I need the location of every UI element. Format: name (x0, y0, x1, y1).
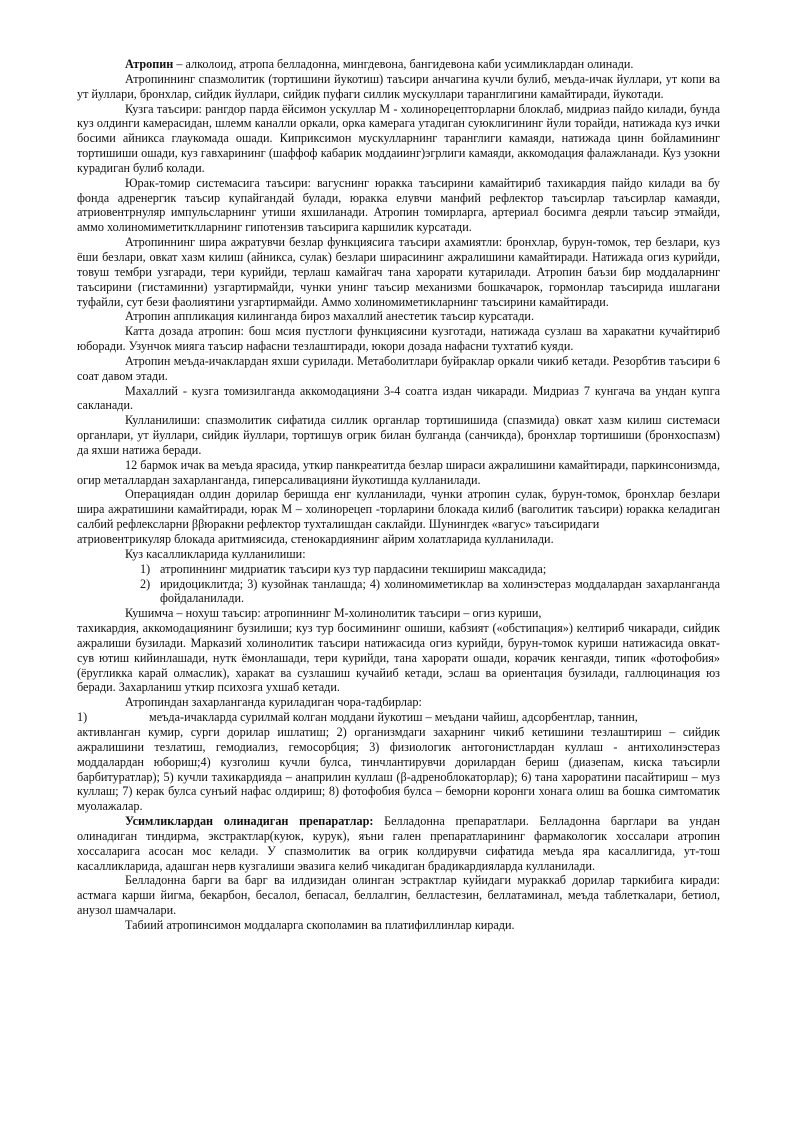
document-page (77, 57, 720, 933)
paragraph-absorption: Атропин меъда-ичаклардан яхши сурилади. Метаболитлари буйраклар оркали чикиб кетади. Резорбтив таъсири 6 соат давом этади. (77, 353, 720, 383)
paragraph-local-anesthetic: Атропин аппликация килинганда бироз махаллий анестетик таъсир курсатади. (125, 309, 534, 324)
paragraph-eye-effect: Кузга таъсири: рангдор парда ёйсимон ускуллар М - холинорецепторларни блоклаб, мидриаз пайдо килади, бунда куз олдинги камерасидан, шлемм каналли оркали, орка камерага утадиган суюклигининг йули торайди, натижада куз ички босими айникса глаукомада ошади. Киприксимон мускулларнинг таранглиги камаяди, натижада цинн бойламининг тортишиши ошади, куз гавхарининг (шаффоф кабарик моддаиинг)эгрлиги камаяди, аккомодация фалажланади. Куз узокни курадиган булиб колади. (77, 101, 720, 175)
paragraph-glands: Атропиннинг шира ажратувчи безлар функциясига таъсири ахамиятли: бронхлар, бурун-томок, тер безлари, куз ёши безлари, овкат хазм килиш (айникса, сулак) безлари ширасининг ажралишини камайтиради. Натижада огиз курийди, товуш тембри узгаради, тери курийди, терлаш камайгач тана харорати кутарилади. Атропин баъзи бир моддаларнинг таъсирини (гистаминни) узгартирмайди, чунки унинг таъсир механизми бошкачарок, гормонлар таъсирида ишлагани туфайли, сут бези фаолиятини узгартирмайди. Аммо холиномиметикларнинг таъсирини камайтиради. (77, 235, 720, 309)
paragraph-plant-preparations: Усимликлардан олинадиган препаратлар: Белладонна препаратлари. Белладонна барглари ва ундан олинадиган тиндирма, экстрактлар(куюк, курук), яъни гален препаратларининг фармакологик хоссалари атропин хоссаларига асосан мос келади. У спазмолитик ва огрик колдирувчи сифатида меъда яра касаллигида, ут-тош касалликларида, адашган нерв кузгалиши эвазига келиб чикадиган брадикардияларда кулланилади. (77, 814, 720, 873)
paragraph-av-block: атриовентрикуляр блокада аритмиясида, стенокардиянинг айрим холатларида кулланилади. (77, 532, 554, 546)
paragraph-usage: Кулланилиши: спазмолитик сифатида силлик органлар тортишишида (спазмида) овкат хазм килиш системаси органлари, ут йуллари, сийдик йуллари, тортишув огрик билан булганда (санчикда), бронхлар тортишиши (бронхоспазм) да яхши натижа беради. (77, 413, 720, 457)
paragraph-spasmolytic: Атропиннинг спазмолитик (тортишини йукотиш) таъсири анчагина кучли булиб, меъда-ичак йуллари, ут копи ва ут йуллари, бронхлар, сийдик йуллари, сийдик пуфаги силлик мускуллари таранглигини камайтиради, йукотади. (77, 71, 720, 101)
paragraph-eye-diseases: Куз касалликларида кулланилиши: (125, 546, 306, 561)
term-plant-preparations: Усимликлардан олинадиган препаратлар: (125, 814, 374, 829)
eye-usage-list (77, 562, 720, 607)
term-atropine: Атропин (125, 57, 174, 71)
paragraph-natural-atropine: Табиий атропинсимон моддаларга скополамин ва платифиллинлар киради. (125, 917, 515, 932)
paragraph-poisoning-measures: Атропиндан захарланганда куриладиган чора-тадбирлар: (125, 695, 422, 710)
paragraph-ulcer: 12 бармок ичак ва меъда ярасида, уткир панкреатитда безлар шираси ажралишини камайтиради, паркинсонизмда, огир металлардан захарланганда, гиперсаливацияни йукотишда кулланилади. (77, 457, 720, 487)
list-item: 1) атропиннинг мидриатик таъсири куз тур пардасини текшириш максадида; (140, 561, 547, 576)
paragraph-premedication: Операциядан олдин дорилар беришда енг кулланилади, чунки атропин сулак, бурун-томок, бронхлар безлари шира ажратишини камайтиради, юрак М – холинорецеп -торларини блокада килиб (ваголитик таъсири) юракка келадиган салбий рефлексларни ββюракни рефлектор тухталишдан саклайди. Шунингдек «вагус» таъсиридаги (77, 487, 720, 532)
paragraph-belladonna-drugs: Белладонна барги ва барг ва илдизидан олинган эстрактлар куйидаги мураккаб дорилар таркибига киради: астмага карши йигма, бекарбон, бесалол, бепасал, беллалгин, белластезин, беллатаминал, меъда таблеткалари, бетиол, анузол шамчалари. (77, 873, 720, 918)
paragraph-high-dose: Катта дозада атропин: бош мсия пустлоги функциясини кузготади, натижада сузлаш ва харакатни кучайтириб юборади. Узунчок мияга таъсир нафасни тезлаштиради, юкори дозада нафасни тухтатиб куяди. (77, 324, 720, 354)
list-item: 2) иридоциклитда; 3) кузойнак танлашда; 4) холиномиметиклар ва холинэстераз моддалардан захарланганда фойдаланилади. (140, 576, 720, 606)
paragraph-atropine-intro: Атропин – алколоид, атропа белладонна, мингдевона, бангидевона каби усимликлардан олинади. (125, 57, 634, 71)
paragraph-measures-list: 1) меъда-ичакларда сурилмай колган моддани йукотиш – меъдани чайиш, адсорбентлар, таннин, активланган кумир, сурги дорилар ишлатиш; 2) организмдаги захарнинг чикиб кетишини тезлаштириш – сийдик ажралишини тезлатиш, гемодиализ, гемосорбция; 3) физиологик антогонистлардан куллаш - антихолинэстераз моддалардан юбориш;4) кузголиш кучли булса, тинчлантирувчи дорилардан бериш (диазепам, киска таъсирли барбитуратлар); 5) кучли тахикардияда – анаприлин куллаш (β-адреноблокаторлар); 6) тана хароратини пасайтириш – муз куллаш; 7) керак булса сунъий нафас олдириш; 8) фотофобия булса – беморни коронги хонага олиш ва бошка симтоматик муолажалар. (77, 710, 720, 814)
paragraph-cardiovascular: Юрак-томир системасига таъсири: вагуснинг юракка таъсирини камайтириб тахикардия пайдо килади ва бу фонда адренергик таъсир купайгандай булади, юракка елувчи манфий рефлектор таъсирлар таъсирлар камаяди, атриовентрнуляр импульсларнинг утиши яхшиланади. Атропин томирларга, артериал босимга деярли таъсир этмайди, аммо холиномиметитклларнинг гипотензив таъсирига каршилик курсатади. (77, 175, 720, 235)
paragraph-side-effects: Кушимча – нохуш таъсир: атропиннинг М-холинолитик таъсири – огиз куриши, (125, 606, 542, 621)
paragraph-local-eye: Махаллий - кузга томизилганда аккомодацияни 3-4 соатга издан чикаради. Мидриаз 7 кунгача ва ундан купга сакланади. (77, 383, 720, 413)
paragraph-side-effects-cont: тахикардия, аккомодациянинг бузилиши; куз тур босимининг ошиши, кабзият («обстипация») келтириб чикаради, сийдик ажралиши бузилади. Марказий холинолитик таъсири натижасида огиз курийди, бурун-томок куриши натижасида овкат-сув ютиш кийинлашади, нутк ёмонлашади, тери курийди, тана харорати ошади, корачик кенгаяди, типик «фотофобия» (ёругликка карай олмаслик), харакат ва сузлашиш кучайиб кетади, эслаш ва ориентация бузилади, галлюцинация юз беради. Захарланиш уткир психозга ухшаб кетади. (77, 621, 720, 695)
